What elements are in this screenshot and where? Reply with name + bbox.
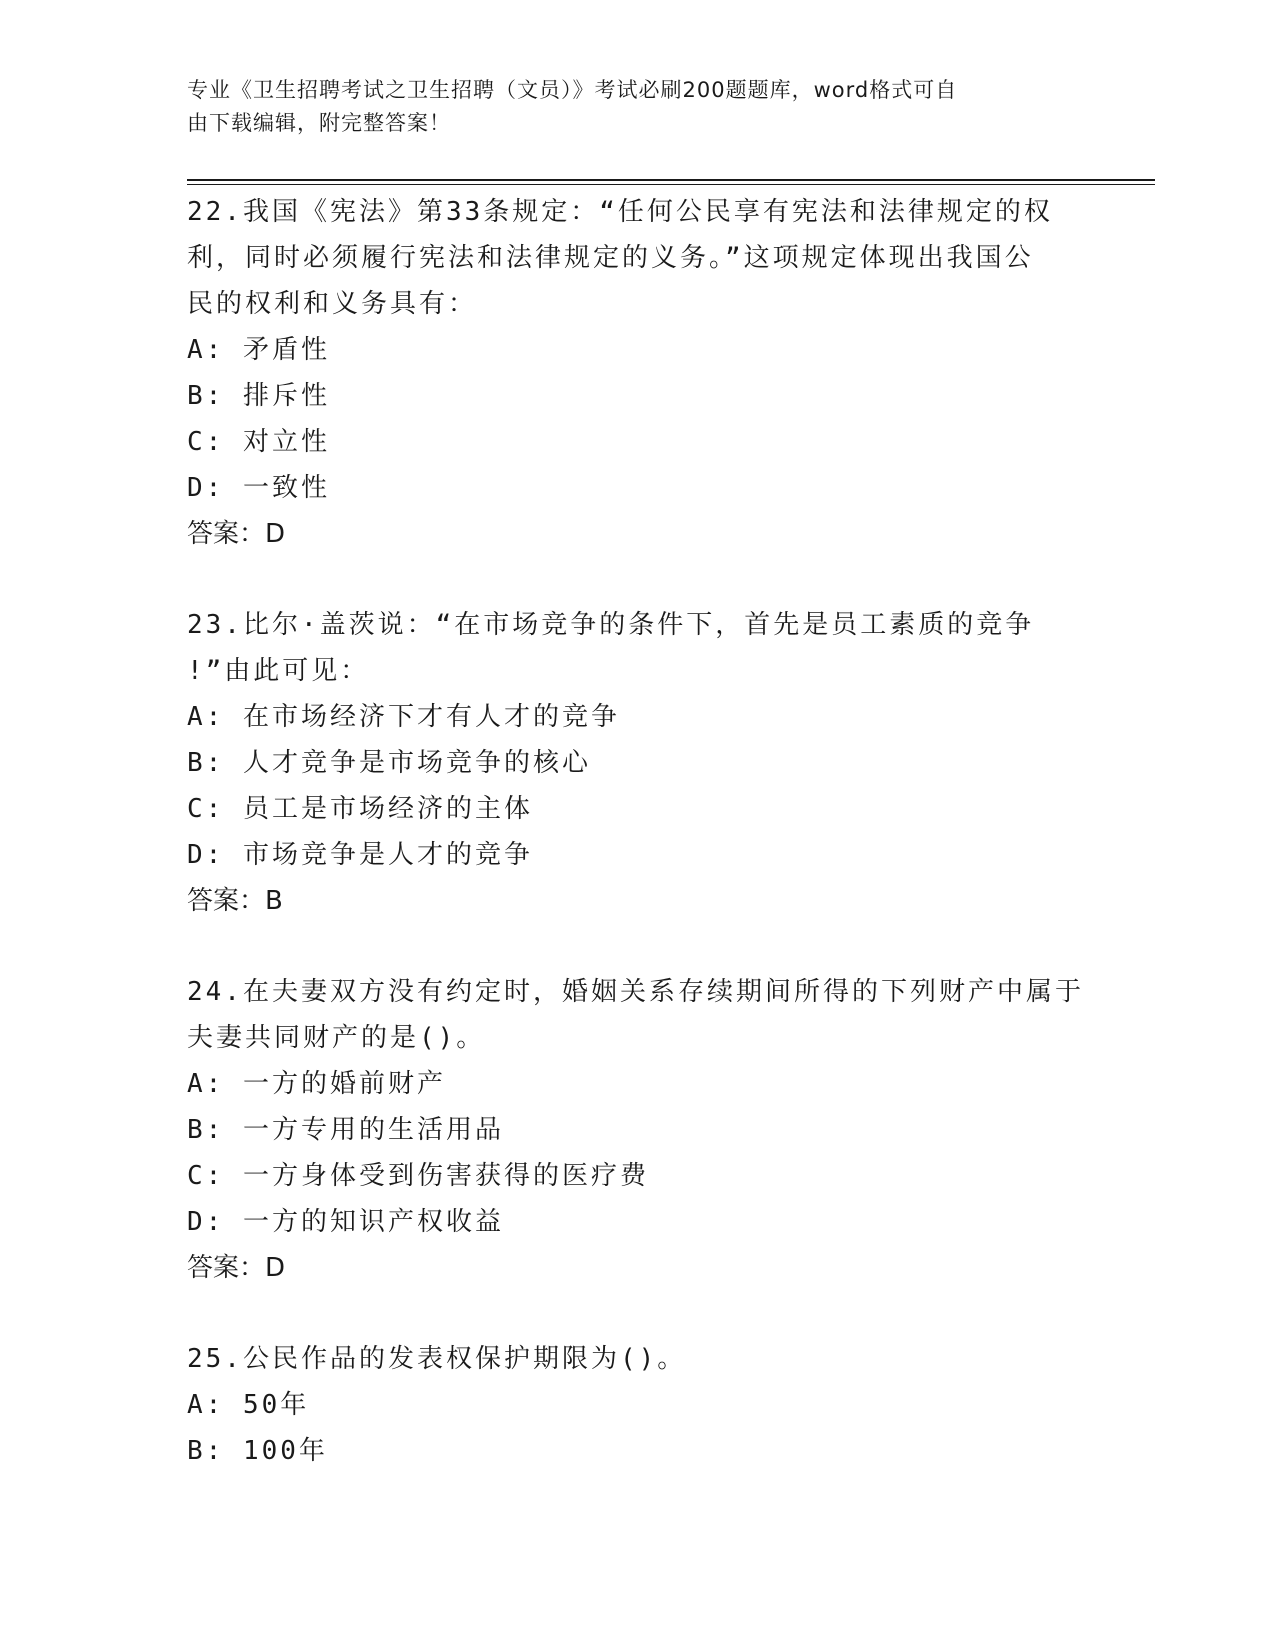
option-c: C: 一方身体受到伤害获得的医疗费: [187, 1161, 649, 1191]
option-b: B: 人才竞争是市场竞争的核心: [187, 748, 591, 778]
header-divider-thin: [187, 184, 1155, 185]
option-a: A: 矛盾性: [187, 335, 330, 365]
question-stem-line: !”由此可见：: [187, 656, 370, 686]
option-c: C: 员工是市场经济的主体: [187, 794, 533, 824]
option-b: B: 100年: [187, 1436, 328, 1466]
header-line-1: 专业《卫生招聘考试之卫生招聘（文员）》考试必刷200题题库，word格式可自: [187, 78, 958, 102]
question-stem-line: 利，同时必须履行宪法和法律规定的义务。”这项规定体现出我国公: [187, 243, 1034, 273]
question-list: [187, 189, 1087, 1519]
answer-label: 答案：D: [187, 519, 286, 549]
answer-label: 答案：B: [187, 886, 283, 916]
question-stem-line: 22.我国《宪法》第33条规定：“任何公民享有宪法和法律规定的权: [187, 197, 1053, 227]
question-23: [187, 602, 1087, 924]
option-d: D: 市场竞争是人才的竞争: [187, 840, 533, 870]
option-b: B: 一方专用的生活用品: [187, 1115, 504, 1145]
option-b: B: 排斥性: [187, 381, 330, 411]
option-c: C: 对立性: [187, 427, 330, 457]
header-divider-thick: [187, 179, 1155, 181]
question-stem-line: 25.公民作品的发表权保护期限为()。: [187, 1344, 687, 1374]
question-stem-line: 23.比尔·盖茨说：“在市场竞争的条件下，首先是员工素质的竞争: [187, 610, 1035, 640]
question-25: [187, 1336, 1087, 1474]
document-header: [187, 74, 1067, 140]
option-a: A: 在市场经济下才有人才的竞争: [187, 702, 620, 732]
option-a: A: 一方的婚前财产: [187, 1069, 446, 1099]
answer-label: 答案：D: [187, 1253, 286, 1283]
option-d: D: 一致性: [187, 473, 330, 503]
header-line-2: 由下载编辑，附完整答案！: [187, 111, 451, 135]
question-22: [187, 189, 1087, 557]
question-stem-line: 夫妻共同财产的是()。: [187, 1023, 486, 1053]
option-a: A: 50年: [187, 1390, 310, 1420]
question-stem-line: 民的权利和义务具有：: [187, 289, 478, 319]
option-d: D: 一方的知识产权收益: [187, 1207, 504, 1237]
question-stem-line: 24.在夫妻双方没有约定时，婚姻关系存续期间所得的下列财产中属于: [187, 977, 1084, 1007]
question-24: [187, 969, 1087, 1291]
